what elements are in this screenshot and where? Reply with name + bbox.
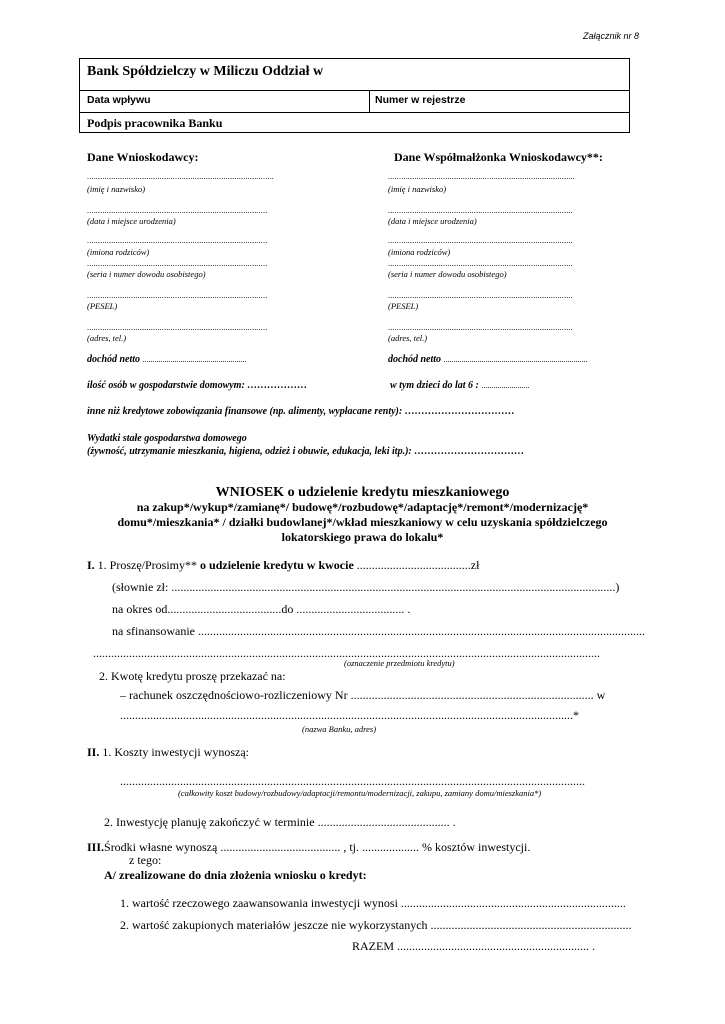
of-which-label: z tego: xyxy=(129,853,162,867)
applicant-birth-field[interactable]: .................................................................................. xyxy=(87,206,268,215)
spouse-id-caption: (seria i numer dowodu osobistego) xyxy=(388,269,507,279)
credit-subject-caption: (oznaczenie przedmiotu kredytu) xyxy=(344,658,455,668)
applicant-birth-caption: (data i miejsce urodzenia) xyxy=(87,216,176,226)
request-subtitle-line-2: domu*/mieszkania* / działki budowlanej*/wkład mieszkaniowy w celu uzyskania spółdzielczego xyxy=(117,515,608,529)
request-amount-field[interactable]: ......................................zł xyxy=(353,558,480,572)
cell-divider xyxy=(369,91,370,112)
register-number-label: Numer w rejestrze xyxy=(375,94,466,106)
children-label: w tym dzieci do lat 6 : xyxy=(390,380,479,391)
section-1-line-1[interactable] xyxy=(87,558,479,573)
financing-purpose-field[interactable]: na sfinansowanie ..................................................................................................................................................... xyxy=(112,624,645,638)
applicant-income-label: dochód netto xyxy=(87,354,141,365)
spouse-name-caption: (imię i nazwisko) xyxy=(388,184,447,194)
spouse-address-field[interactable]: .................................................................................... xyxy=(388,323,573,332)
section-2-numeral: II. xyxy=(87,745,100,759)
investment-progress-field[interactable]: 1. wartość rzeczowego zaawansowania inwestycji wynosi ........................................................................... xyxy=(120,896,626,910)
bank-employee-signature-label: Podpis pracownika Banku xyxy=(87,116,223,130)
unused-materials-field[interactable]: 2. wartość zakupionych materiałów jeszcze nie wykorzystanych ................................................................... xyxy=(120,918,632,932)
section-2-line-1 xyxy=(87,745,249,760)
investment-cost-label: 1. Koszty inwestycji wynoszą: xyxy=(102,745,249,759)
request-subtitle-line-3: lokatorskiego prawa do lokalu* xyxy=(281,530,444,544)
spouse-name-field[interactable]: ..................................................................................... xyxy=(388,172,575,181)
spouse-birth-field[interactable]: .................................................................................... xyxy=(388,206,573,215)
request-prefix: 1. Proszę/Prosimy** xyxy=(97,558,201,572)
request-title: WNIOSEK o udzielenie kredytu mieszkaniowego xyxy=(215,485,510,500)
realized-subheader-text: A/ zrealizowane do dnia złożenia wniosku o kredyt: xyxy=(104,868,367,882)
section-3-numeral: III. xyxy=(87,840,105,854)
applicant-id-field[interactable]: .................................................................................. xyxy=(87,259,268,268)
request-amount-label: o udzielenie kredytu w kwocie xyxy=(200,558,354,572)
spouse-income-dots[interactable]: ........................................................................ xyxy=(443,355,588,364)
bank-name-field[interactable]: .......................................................................................................................................................* xyxy=(120,708,579,722)
applicant-address-field[interactable]: .................................................................................. xyxy=(87,323,268,332)
applicant-income-dots[interactable]: .................................................... xyxy=(142,355,247,364)
spouse-income-label: dochód netto xyxy=(388,354,442,365)
account-number-field[interactable]: – rachunek oszczędnościowo-rozliczeniowy Nr ................................................................................. w xyxy=(120,688,606,702)
expenses-field[interactable]: (żywność, utrzymanie mieszkania, higiena, odzież i obuwie, edukacja, leki itp.): …………………………… xyxy=(87,446,525,457)
date-received-label: Data wpływu xyxy=(87,94,151,106)
spouse-birth-caption: (data i miejsce urodzenia) xyxy=(388,216,477,226)
applicant-address-caption: (adres, tel.) xyxy=(87,333,127,343)
bank-info-row xyxy=(80,91,629,113)
attachment-label: Załącznik nr 8 xyxy=(582,31,639,41)
own-funds-field[interactable]: Środki własne wynoszą ........................................ , tj. ................... % kosztów inwestycji. xyxy=(104,840,531,854)
applicant-pesel-caption: (PESEL) xyxy=(87,301,118,311)
amount-in-words-field[interactable]: (słownie zł: ....................................................................................................................................................) xyxy=(112,580,620,594)
applicant-name-field[interactable]: ..................................................................................... xyxy=(87,172,274,181)
financing-purpose-continued[interactable]: ......................................................................................................................................................................... xyxy=(93,646,600,660)
other-obligations-field[interactable]: inne niż kredytowe zobowiązania finansowe (np. alimenty, wypłacane renty): …………………………… xyxy=(87,406,515,417)
transfer-to-label: 2. Kwotę kredytu proszę przekazać na: xyxy=(99,669,286,683)
spouse-id-field[interactable]: .................................................................................... xyxy=(388,259,573,268)
realized-subheader xyxy=(104,868,367,883)
spouse-income-row[interactable] xyxy=(388,354,588,365)
investment-cost-caption: (całkowity koszt budowy/rozbudowy/adaptacji/remontu/modernizacji, zakupu, zamiany domu/mieszkania*) xyxy=(178,788,542,798)
bank-name-caption: (nazwa Banku, adres) xyxy=(302,724,377,734)
investment-cost-field[interactable]: ........................................................................................................................................................... xyxy=(120,774,585,788)
applicant-parents-caption: (imiona rodziców) xyxy=(87,247,150,257)
section-1-numeral: I. xyxy=(87,558,95,572)
applicant-name-caption: (imię i nazwisko) xyxy=(87,184,146,194)
spouse-header: Dane Współmałżonka Wnioskodawcy**: xyxy=(394,150,603,164)
spouse-parents-caption: (imiona rodziców) xyxy=(388,247,451,257)
household-size-field[interactable]: ilość osób w gospodarstwie domowym: ……………… xyxy=(87,380,308,391)
applicant-parents-field[interactable]: .................................................................................. xyxy=(87,236,268,245)
expenses-label: Wydatki stałe gospodarstwa domowego xyxy=(87,433,247,444)
bank-title: Bank Spółdzielczy w Miliczu Oddział w xyxy=(87,64,324,79)
request-subtitle-line-1: na zakup*/wykup*/zamianę*/ budowę*/rozbudowę*/adaptację*/remont*/modernizację* xyxy=(136,500,589,514)
applicant-pesel-field[interactable]: .................................................................................. xyxy=(87,291,268,300)
total-field[interactable]: RAZEM ................................................................ . xyxy=(352,939,595,953)
spouse-address-caption: (adres, tel.) xyxy=(388,333,428,343)
applicant-header: Dane Wnioskodawcy: xyxy=(87,150,199,164)
bank-title-row xyxy=(80,59,629,91)
completion-date-field[interactable]: 2. Inwestycję planuję zakończyć w terminie ............................................ . xyxy=(104,815,456,829)
children-row[interactable] xyxy=(390,380,529,391)
spouse-parents-field[interactable]: .................................................................................... xyxy=(388,236,573,245)
spouse-pesel-field[interactable]: .................................................................................... xyxy=(388,291,573,300)
bank-box xyxy=(79,58,630,133)
spouse-pesel-caption: (PESEL) xyxy=(388,301,419,311)
children-dots[interactable]: ........................ xyxy=(481,381,530,390)
applicant-income-row[interactable] xyxy=(87,354,247,365)
applicant-id-caption: (seria i numer dowodu osobistego) xyxy=(87,269,206,279)
loan-period-field[interactable]: na okres od......................................do .................................... . xyxy=(112,602,411,616)
